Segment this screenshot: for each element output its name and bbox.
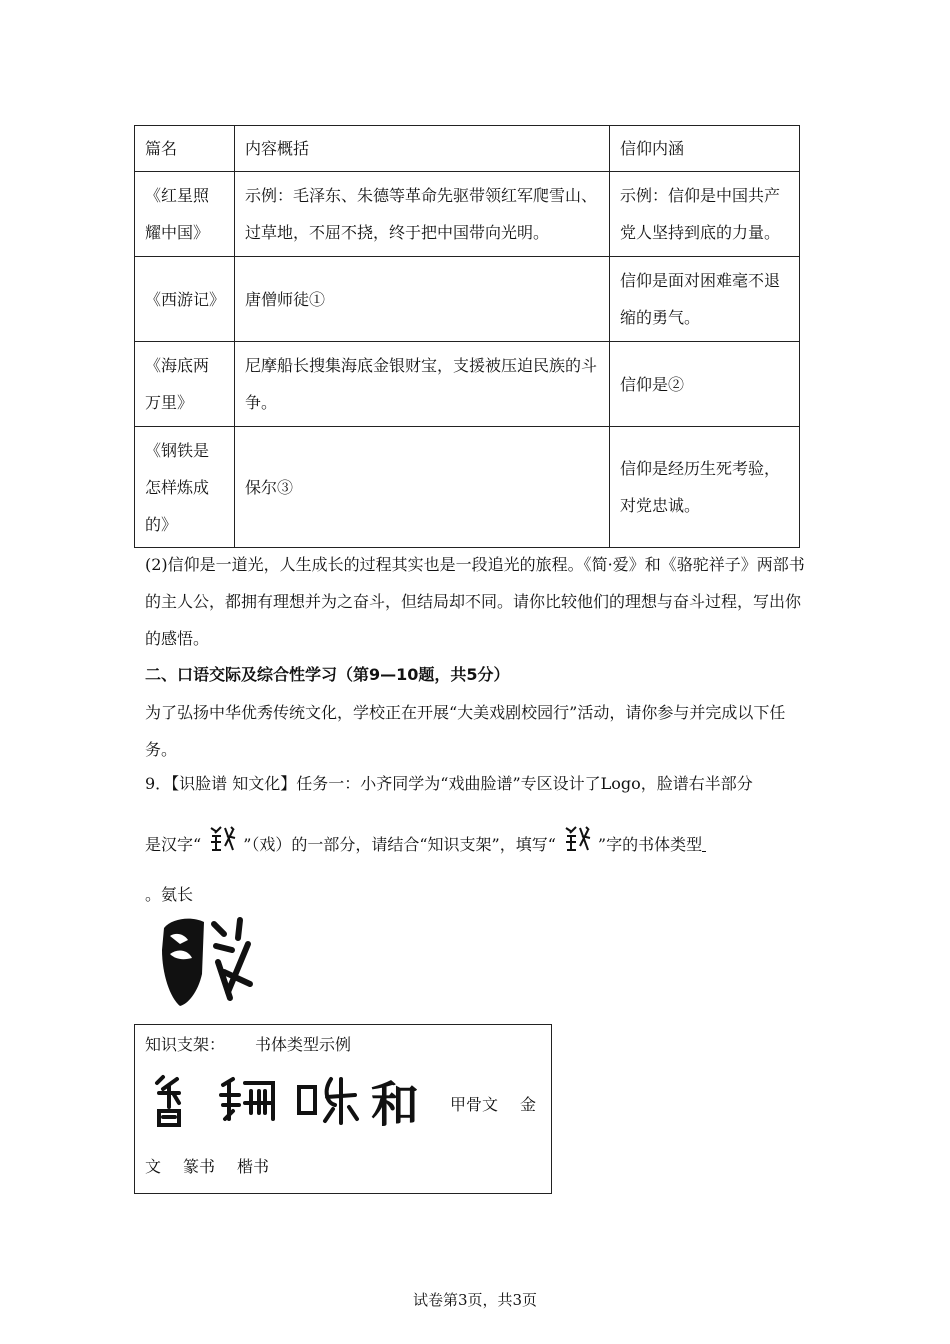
book-faith: 信仰是经历生死考验，对党忠诚。 [610, 427, 800, 548]
header-title: 篇名 [135, 126, 235, 172]
table-row [135, 342, 800, 427]
script-samples-image [153, 1073, 443, 1129]
book-name: 《钢铁是怎样炼成的》 [135, 427, 235, 548]
header-summary: 内容概括 [235, 126, 610, 172]
bronze-sample-icon [221, 1079, 273, 1119]
q9-text-c: ”字的书体类型 [597, 835, 703, 854]
book-faith: 信仰是面对困难毫不退缩的勇气。 [610, 257, 800, 342]
seal-sample-icon [299, 1079, 357, 1123]
book-faith-blank: 信仰是② [610, 342, 800, 427]
knowledge-title: 知识支架： 书体类型示例 [145, 1035, 352, 1054]
table-row [135, 427, 800, 548]
question-9-line3: 。氨长 [145, 885, 194, 904]
q9-text-a: 是汉字“ [145, 835, 202, 854]
q9-text-b: ”（戏）的一部分，请结合“知识支架”，填写“ [243, 835, 556, 854]
knowledge-scaffold-box [134, 1024, 552, 1194]
opera-mask-logo [158, 914, 254, 1010]
regular-sample-char: 和 [370, 1077, 420, 1129]
book-name: 《西游记》 [135, 257, 235, 342]
book-summary-blank: 保尔③ [235, 427, 610, 548]
seal-xi-glyph-icon [562, 824, 592, 854]
book-summary: 示例：毛泽东、朱德等革命先驱带领红军爬雪山、过草地，不屈不挠，终于把中国带向光明。 [235, 172, 610, 257]
script-labels-row2: 文 篆书 楷书 [145, 1157, 270, 1176]
book-summary-blank: 唐僧师徒① [235, 257, 610, 342]
answer-blank [702, 835, 706, 852]
section-heading: 二、口语交际及综合性学习（第9—10题，共5分） [145, 665, 510, 684]
question-2: (2)信仰是一道光，人生成长的过程其实也是一段追光的旅程。《简·爱》和《骆驼祥子》两部书的主人公，都拥有理想并为之奋斗，但结局却不同。请你比较他们的理想与奋斗过程，写出你的感悟。 [145, 555, 805, 648]
header-faith: 信仰内涵 [610, 126, 800, 172]
book-faith: 示例：信仰是中国共产党人坚持到底的力量。 [610, 172, 800, 257]
activity-intro: 为了弘扬中华优秀传统文化，学校正在开展“大美戏剧校园行”活动，请你参与并完成以下任务。 [145, 703, 786, 759]
book-name: 《海底两万里》 [135, 342, 235, 427]
question-9-line2 [145, 824, 805, 863]
table-row [135, 172, 800, 257]
table-row [135, 257, 800, 342]
oracle-bone-sample-icon [157, 1077, 179, 1125]
book-name: 《红星照耀中国》 [135, 172, 235, 257]
page-footer: 试卷第3页，共3页 [412, 1291, 538, 1309]
seal-xi-glyph-icon [207, 824, 237, 854]
book-faith-table [134, 125, 800, 548]
book-summary: 尼摩船长搜集海底金银财宝，支援被压迫民族的斗争。 [235, 342, 610, 427]
table-header-row [135, 126, 800, 172]
question-9-line1: 9．【识脸谱 知文化】任务一：小齐同学为“戏曲脸谱”专区设计了Logo，脸谱右半部分 [145, 774, 753, 793]
script-labels-row1: 甲骨文 金 [450, 1095, 537, 1114]
